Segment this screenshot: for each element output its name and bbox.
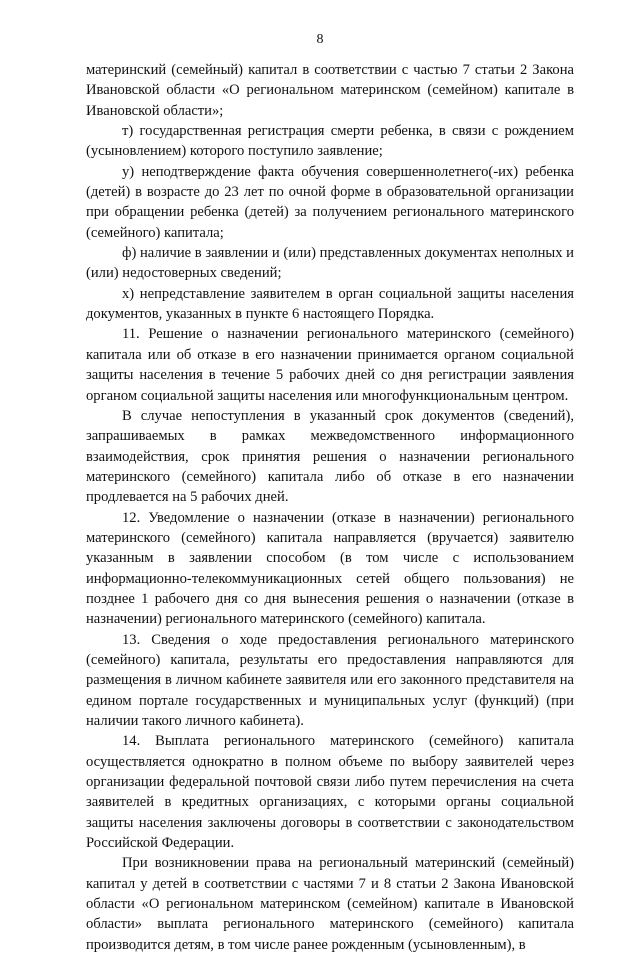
clause-11: 11. Решение о назначении регионального материнского (семейного) капитала или об отказе в его назначении принимается органом социальной защиты населения в течение 5 рабочих дней со дня регистрации заявления органом социальной защиты населения или многофункциональным центром. [86,326,574,404]
clause-13: 13. Сведения о ходе предоставления регионального материнского (семейного) капитала, результаты его предоставления направляются для размещения в личном кабинете заявителя или его законного представителя на едином портале государственных и муниципальных услуг (функций) (при наличии такого личного кабинета). [86,631,574,729]
page-number: 8 [316,32,324,47]
document-body [86,60,574,955]
list-item-t: т) государственная регистрация смерти ребенка, в связи с рождением (усыновлением) которого поступило заявление; [86,123,574,160]
list-item-f: ф) наличие в заявлении и (или) представленных документах неполных и (или) недостоверных сведений; [86,245,574,282]
list-item-u: у) неподтверждение факта обучения совершеннолетнего(-их) ребенка (детей) в возрасте до 23 лет по очной форме в образовательной организации при обращении ребенка (детей) за получением регионального материнского (семейного) капитала; [86,163,574,241]
clause-14-paragraph-2: При возникновении права на региональный материнский (семейный) капитал у детей в соответствии с частями 7 и 8 статьи 2 Закона Ивановской области «О региональном материнском (семейном) капитале в Ивановской области» выплата регионального материнского (семейного) капитала производится детям, в том числе ранее рожденным (усыновленным), в [86,855,574,953]
clause-12: 12. Уведомление о назначении (отказе в назначении) регионального материнского (семейного) капитала направляется (вручается) заявителю указанным в заявлении способом (в том числе с использованием информационно-телекоммуникационных сетей общего пользования) не позднее 1 рабочего дня со дня вынесения решения о назначении (отказе в назначении) регионального материнского (семейного) капитала. [86,509,574,628]
paragraph-continuation: материнский (семейный) капитал в соответствии с частью 7 статьи 2 Закона Ивановской области «О региональном материнском (семейном) капитале в Ивановской области»; [86,62,574,119]
clause-14: 14. Выплата регионального материнского (семейного) капитала осуществляется однократно в полном объеме по выбору заявителей через организации федеральной почтовой связи либо путем перечисления на счета заявителей в кредитных организациях, с которыми органы социальной защиты населения заключены договоры в соответствии с законодательством Российской Федерации. [86,733,574,852]
list-item-kh: х) непредставление заявителем в орган социальной защиты населения документов, указанных в пункте 6 настоящего Порядка. [86,285,574,323]
clause-11-paragraph-2: В случае непоступления в указанный срок документов (сведений), запрашиваемых в рамках межведомственного информационного взаимодействия, срок принятия решения о назначении регионального материнского (семейного) капитала либо об отказе в его назначении продлевается на 5 рабочих дней. [86,407,574,506]
